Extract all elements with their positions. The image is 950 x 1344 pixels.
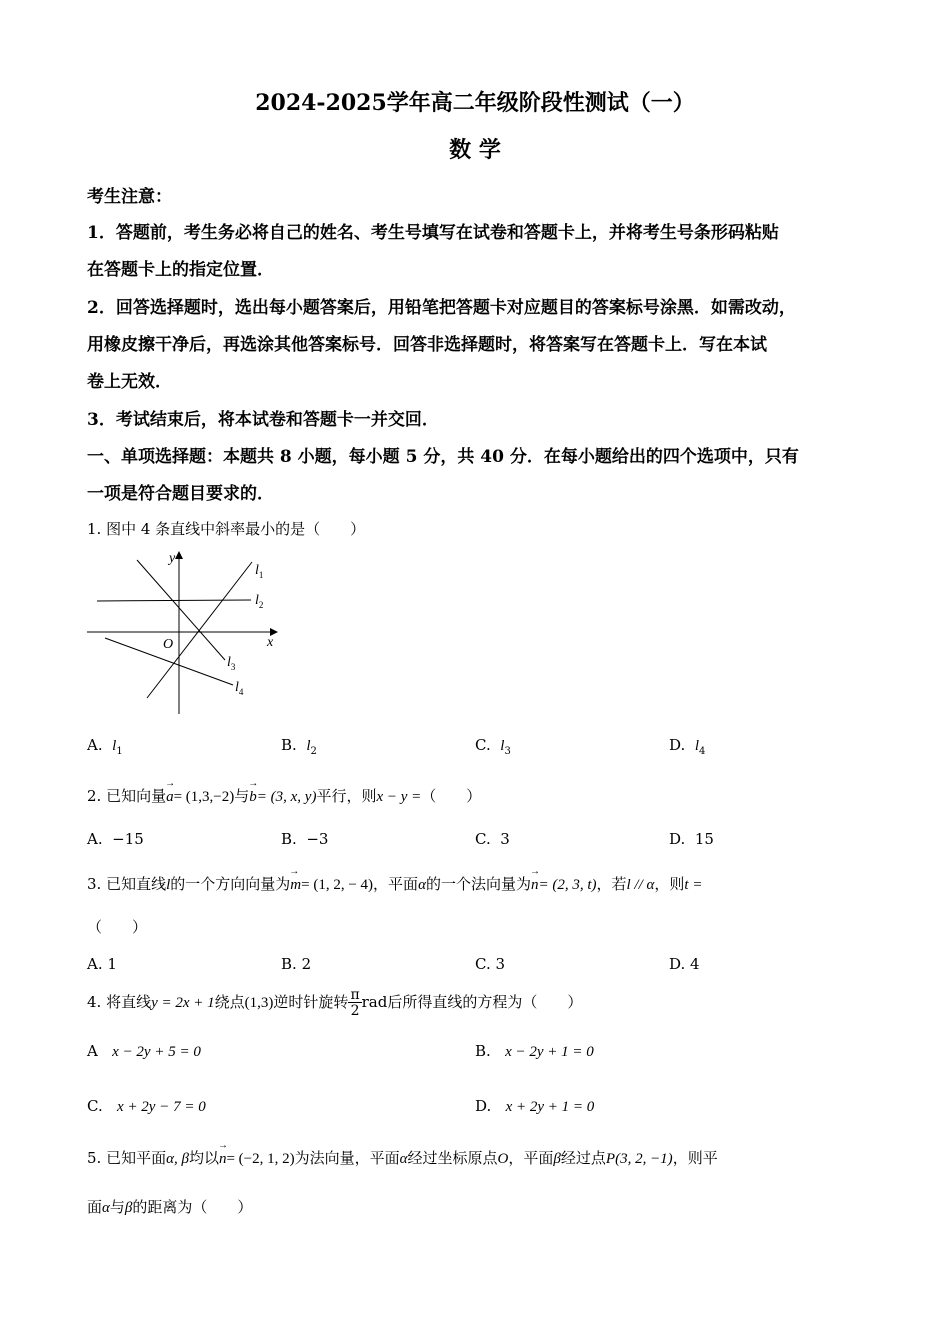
q1-option-a[interactable]: A. $l_1$	[87, 736, 123, 757]
q2-option-b[interactable]: B. −3	[281, 830, 329, 848]
q3-option-b[interactable]: B. 2	[281, 955, 312, 973]
label-l4: $l_4$	[235, 680, 244, 697]
line-l2	[97, 600, 251, 601]
q1-option-d[interactable]: D. $l_4$	[669, 736, 706, 757]
notice-item-2-line-3: 卷上无效．	[87, 372, 172, 392]
notice-item-3: 3．考试结束后，将本试卷和答题卡一并交回．	[87, 410, 439, 430]
x-axis-label: x	[267, 635, 274, 650]
notice-item-2-line-1: 2．回答选择题时，选出每小题答案后，用铅笔把答题卡对应题目的答案标号涂黑．如需改动，	[87, 298, 796, 318]
q2-option-a[interactable]: A. −15	[87, 830, 144, 848]
q2-option-c[interactable]: C. 3	[475, 830, 510, 848]
section-1-line-1: 一、单项选择题：本题共 8 小题，每小题 5 分，共 40 分．在每小题给出的四个选项中，只有	[87, 447, 799, 467]
question-3-paren: （ ）	[87, 918, 148, 936]
label-l3: $l_3$	[227, 655, 236, 672]
question-3-stem: 3. 已知直线l的一个方向向量为→ m= (1, 2, − 4)，平面α的一个法向量为→ n= (2, 3, t)，若l // α，则t =	[87, 873, 702, 894]
section-1-line-2: 一项是符合题目要求的．	[87, 484, 274, 504]
question-5-stem-line-2: 面α与β的距离为（ ）	[87, 1198, 253, 1216]
q4-option-c[interactable]: C. x + 2y − 7 = 0	[87, 1097, 206, 1115]
label-l2: $l_2$	[255, 593, 264, 610]
subject-title: 数 学	[449, 137, 501, 163]
q3-option-d[interactable]: D. 4	[669, 955, 700, 973]
fraction-pi-over-2: $\frac{\pi}{2}$	[350, 987, 360, 1019]
question-4-stem: 4. 将直线y = 2x + 1绕点(1,3)逆时针旋转 $\frac{\pi}{2}$ rad后所得直线的方程为（ ）	[87, 987, 583, 1019]
q2-option-d[interactable]: D. 15	[669, 830, 714, 848]
origin-label: O	[163, 637, 174, 652]
notice-item-1-line-1: 1．答题前，考生务必将自己的姓名、考生号填写在试卷和答题卡上，并将考生号条形码粘贴	[87, 223, 779, 243]
y-axis-label: y	[169, 551, 176, 566]
line-l1	[147, 562, 252, 698]
label-l1: $l_1$	[255, 563, 264, 580]
notice-heading: 考生注意：	[87, 187, 172, 207]
q4-option-b[interactable]: B. x − 2y + 1 = 0	[475, 1042, 594, 1060]
question-5-stem-line-1: 5. 已知平面α, β均以→ n= (−2, 1, 2)为法向量，平面α经过坐标原点O，平面β经过点P(3, 2, −1)，则平	[87, 1147, 718, 1168]
question-1-stem: 1. 图中 4 条直线中斜率最小的是（ ）	[87, 520, 366, 538]
question-2-stem: 2. 已知向量→ a= (1,3,−2)与→ b= (3, x, y)平行，则x − y =（ ）	[87, 785, 481, 806]
q4-option-a[interactable]: A x − 2y + 5 = 0	[87, 1042, 201, 1060]
q1-option-b[interactable]: B. $l_2$	[281, 736, 317, 757]
q1-option-c[interactable]: C. $l_3$	[475, 736, 511, 757]
q3-option-c[interactable]: C. 3	[475, 955, 506, 973]
notice-item-2-line-2: 用橡皮擦干净后，再选涂其他答案标号．回答非选择题时，将答案写在答题卡上．写在本试	[87, 335, 767, 355]
q3-option-a[interactable]: A. 1	[87, 955, 117, 973]
q4-option-d[interactable]: D. x + 2y + 1 = 0	[475, 1097, 595, 1115]
exam-title: 2024-2025学年高二年级阶段性测试（一）	[255, 90, 695, 116]
notice-item-1-line-2: 在答题卡上的指定位置．	[87, 260, 274, 280]
question-1-figure	[87, 548, 287, 716]
line-l3	[137, 560, 225, 660]
